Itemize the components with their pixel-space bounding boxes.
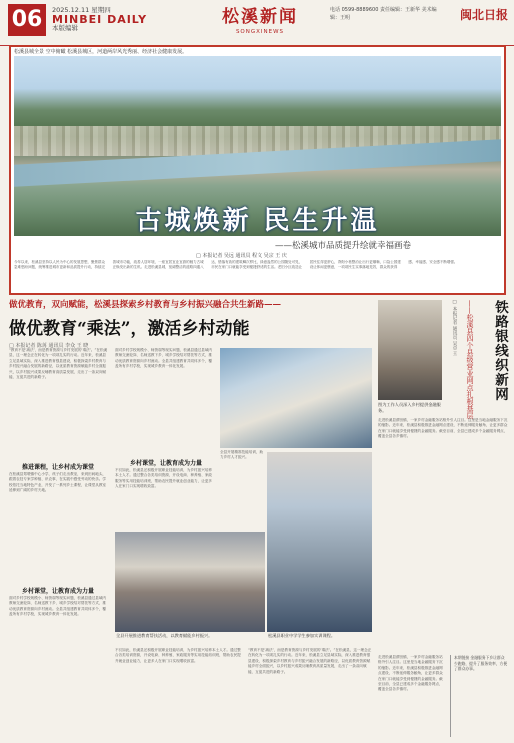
education-headline: 做优教育“乘法”，激活乡村动能 [9,319,250,339]
page-number: 06 [8,4,46,36]
student-photo-caption: 松溪县职业中学学生参加实训课程。 [268,633,336,638]
brand-name-en: MINBEI DAILY [52,13,148,26]
education-text-col2b: 不仅如此，松溪县还积极开展职业技能培训，为乡村振兴培养本土人才。通过整合各类培训资源，开设电商、种养殖、家政服务等实用技能培训班，帮助农民提升就业创业能力，让更多人在家门口实现增收致富。 [115,468,213,489]
student-photo [267,452,372,632]
education-text-col4: “教育不是‘减法’，而是教育资源与乡村发展的‘乘法’。”在松溪县，这一理念正在转化为一项项扎实的行动。近年来，松溪县立足县域实际，深入推进教育强县建设，积极探索乡村教育与乡村振兴融合发展的新路径，以优质教育资源赋能乡村全面振兴，以乡村振兴成果反哺教育高质量发展，走出了一条双向赋能、互促共进的新路子。 [248,648,372,674]
brand-block [52,6,147,33]
bank-article-byline: □ 本报记者 通讯员 吴卓 王 [452,300,457,356]
hero-photo-caption: 松溪县城全景 空中俯瞰 松溪县城区，河道两岸风光秀丽、经济社会健康发展。 [14,49,188,55]
education-byline: □ 本报记者 陈苒 通讯员 李众 王 晓 [9,343,89,349]
bank-article-body: 走进松溪县渭田镇，一家乡村金融服务站格外引人注目。这里是当地金融服务下沉的缩影。近年来，松溪县积极推进金融网点建设，不断延伸服务触角，让更多群众在家门口就能享受到便捷的金融服务。截至目前，全县已建成多个金融服务网点，覆盖全县各乡镇村。 [378,418,508,439]
bank-photo-caption: 图为工作人员深入乡村提供金融服务。 [378,402,441,413]
section-title-en: SONGXINEWS [235,29,285,35]
education-text-col1b: 在松溪县郑墩镇中心小学，孩子们走出教室，来到田间地头，跟着农技专家学种植、识农事，在实践中感受劳动的快乐。学校依托当地特色产业，开发了一系列乡土课程，让课堂从教室延伸到广阔的乡村天地。 [9,472,107,493]
brand-editor-label: 本版编辑 [52,24,78,32]
bank-article-body-2: 走进松溪县渭田镇，一家乡村金融服务站格外引人注目。这里是当地金融服务下沉的缩影。近年来，松溪县积极推进金融网点建设，不断延伸服务触角，让更多群众在家门口就能享受到便捷的金融服务。截至目前，全县已建成多个金融服务网点，覆盖全县各乡镇村。 [378,655,443,692]
masthead [0,0,514,46]
bank-photo [378,300,442,400]
training-photo [115,532,265,632]
education-text-col1c: 面对乡村学校规模小、师资弱等现实问题，松溪县通过县域内教师交流轮岗、名师送教下乡、城乡学校结对帮扶等方式，推动优质教育资源向乡村流动。全县共组建教育共同体多个，覆盖所有乡村学校，实现城乡教育一体化发展。 [9,596,107,617]
education-kicker: 做优教育，双向赋能，松溪县探索乡村教育与乡村振兴融合共生新路—— [9,300,282,310]
bank-note: 本期链接 金融服务下乡让群众少跑路，提升了服务效率，方便了群众办事。 [450,655,508,737]
education-text-col3: 不仅如此，松溪县还积极开展职业技能培训，为乡村振兴培养本土人才。通过整合各类培训资源，开设电商、种养殖、家政服务等实用技能培训班，帮助农民提升就业创业能力，让更多人在家门口实现增收致富。 [115,648,241,663]
section-title: 松溪新闻 [222,7,298,27]
education-text-col2c: 全县开展精准技能培训，助力乡村人才振兴。 [220,450,264,460]
newspaper-logo: 闽北日报 [459,8,508,22]
hero-subtitle: ——松溪城市品质提升绘就幸福画卷 [274,241,411,251]
education-subhead-3: 乡村课堂，让教育成为力量 [130,460,203,467]
city-aerial-photo [14,56,501,236]
education-text-col2: 面对乡村学校规模小、师资弱等现实问题，松溪县通过县域内教师交流轮岗、名师送教下乡、城乡学校结对帮扶等方式，推动优质教育资源向乡村流动。全县共组建教育共同体多个，覆盖所有乡村学校，实现城乡教育一体化发展。 [115,348,213,369]
bank-article-title: 铁路银线织新网 [492,300,508,402]
education-text-col1: “教育不是‘减法’，而是教育资源与乡村发展的‘乘法’。”在松溪县，这一理念正在转化为一项项扎实的行动。近年来，松溪县立足县域实际，深入推进教育强县建设，积极探索乡村教育与乡村振兴融合发展的新路径，以优质教育资源赋能乡村全面振兴，以乡村振兴成果反哺教育高质量发展，走出了一条双向赋能、互促共进的新路子。 [9,348,108,380]
education-subhead-2: 乡村课堂，让教育成为力量 [22,588,95,595]
editors-info: 电话 0599-8889600 责任编辑：王新华 美术编辑：王明 [330,7,437,21]
hero-byline: □ 本报记者 吴远 通讯员 程文 吴宗 王 庆 [196,253,287,259]
bank-article-subtitle: ——松溪县四个县级营业网点扎根基层 [466,300,474,419]
education-subhead-1: 推进课程，让乡村成为课堂 [22,464,95,471]
hero-body-text: 今年以来，松溪县坚持以人民为中心的发展思想，聚焦群众急难愁盼问题，统筹推进城市更新和品质提升行动，持续完善城市功能，改善人居环境，一座宜居宜业宜游的魅力古城正焕发出新的生机。走进松溪县城，宽阔整洁的道路四通八达，错落有致的建筑鳞次栉比，绿意盎然的公园随处可见，市民在家门口就能享受到便捷舒适的生活。老旧小区改造让居民住得更舒心，背街小巷整治让出行更顺畅，口袋公园建设让休闲更惬意，一项项民生实事落地见效，群众的获得感、幸福感、安全感不断增强。 [14,260,458,269]
classroom-photo [220,348,372,448]
hero-title: 古城焕新 民生升温 [135,206,380,236]
training-photo-caption: 全县开展推进教育帮扶活动，以教育赋能乡村振兴。 [116,633,213,638]
section-header [200,2,320,38]
education-article-header [9,298,374,349]
hero-article [9,45,506,295]
issue-date: 2025.12.11 星期四 [52,6,111,14]
